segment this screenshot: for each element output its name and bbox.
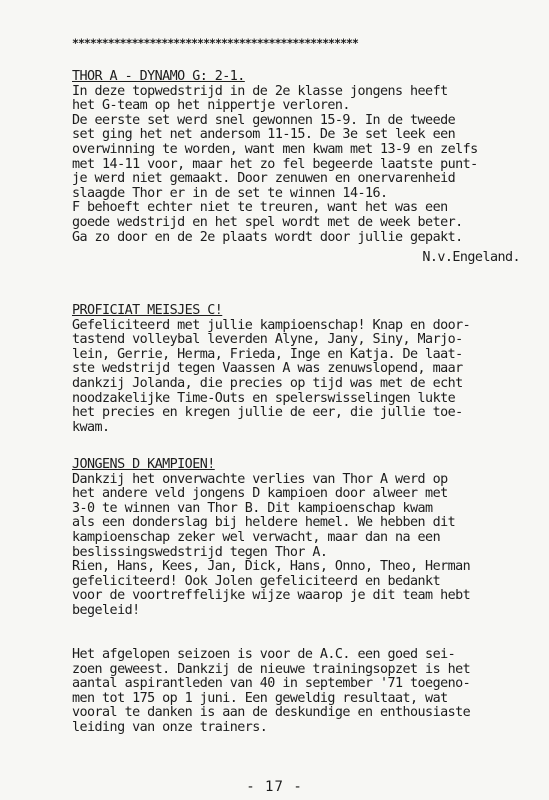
text-line: Het afgelopen seizoen is voor de A.C. een goed sei- [72,648,456,662]
text-line: 3-0 te winnen van Thor B. Dit kampioenschap kwam [72,501,433,516]
text-line: leiding van onze trainers. [72,720,268,735]
article-seizoen [72,648,528,736]
text-line: kampioenschap zeker wel verwacht, maar dan na een [72,530,441,545]
text-line: het precies en kregen jullie de eer, die jullie toe- [72,406,463,421]
text-line: lein, Gerrie, Herma, Frieda, Inge en Katja. De laat- [72,347,463,362]
article-heading: JONGENS D KAMPIOEN! [72,458,215,472]
text-line: beslissingswedstrijd tegen Thor A. [72,545,328,560]
text-line: begeleid! [72,603,140,618]
text-line: overwinning te worden, want men kwam met 13-9 en zelfs [72,142,478,157]
text-line: men tot 175 op 1 juni. Een geweldig resultaat, wat [72,691,448,706]
text-line: Dankzij het onverwachte verlies van Thor A werd op [72,472,448,487]
text-line: het andere veld jongens D kampioen door alweer met [72,487,448,502]
text-line: Ga zo door en de 2e plaats wordt door jullie gepakt. [72,230,463,245]
text-line: gefeliciteerd! Ook Jolen gefeliciteerd en bedankt [72,574,441,589]
page-number: - 17 - [246,779,303,795]
text-line: het G-team op het nippertje verloren. [72,99,350,114]
author-signature: N.v.Engeland. [422,251,520,266]
text-line: zoen geweest. Dankzij de nieuwe trainingsopzet is het [72,662,471,677]
text-line: set ging het net andersom 11-15. De 3e set leek een [72,128,456,143]
text-line: je werd niet gemaakt. Door zenuwen en onervarenheid [72,172,456,187]
article-heading: PROFICIAT MEISJES C! [72,304,223,318]
text-line: dankzij Jolanda, die precies op tijd was met de echt [72,376,463,391]
text-line: ste wedstrijd tegen Vaassen A was zenuwslopend, maar [72,362,463,377]
text-line: De eerste set werd snel gewonnen 15-9. In de tweede [72,113,456,128]
text-line: met 14-11 voor, maar het zo fel begeerde laatste punt- [72,157,478,172]
text-line: voor de voortreffelijke wijze waarop je dit team hebt [72,589,471,604]
text-line: noodzakelijke Time-Outs en spelerswisselingen lukte [72,391,456,406]
text-line: aantal aspirantleden van 40 in september '71 toegeno- [72,677,471,692]
text-line: tastend volleybal leverden Alyne, Jany, Siny, Marjo- [72,333,463,348]
article-jongens-d [72,458,528,619]
star-separator: ************************************************ [72,36,358,50]
article-thor-dynamo [72,70,528,266]
text-line: Rien, Hans, Kees, Jan, Dick, Hans, Onno, Theo, Herman [72,560,471,575]
text-line: als een donderslag bij heldere hemel. We hebben dit [72,516,456,531]
text-line: goede wedstrijd en het spel wordt met de week beter. [72,215,463,230]
text-line: F behoeft echter niet te treuren, want het was een [72,201,448,216]
article-heading: THOR A - DYNAMO G: 2-1. [72,70,245,84]
text-line: In deze topwedstrijd in de 2e klasse jongens heeft [72,84,448,99]
article-proficiat-meisjes [72,304,528,435]
text-line: Gefeliciteerd met jullie kampioenschap! Knap en door- [72,318,471,333]
text-line: kwam. [72,420,110,435]
text-line: slaagde Thor er in de set te winnen 14-16. [72,186,388,201]
text-line: vooral te danken is aan de deskundige en enthousiaste [72,706,471,721]
